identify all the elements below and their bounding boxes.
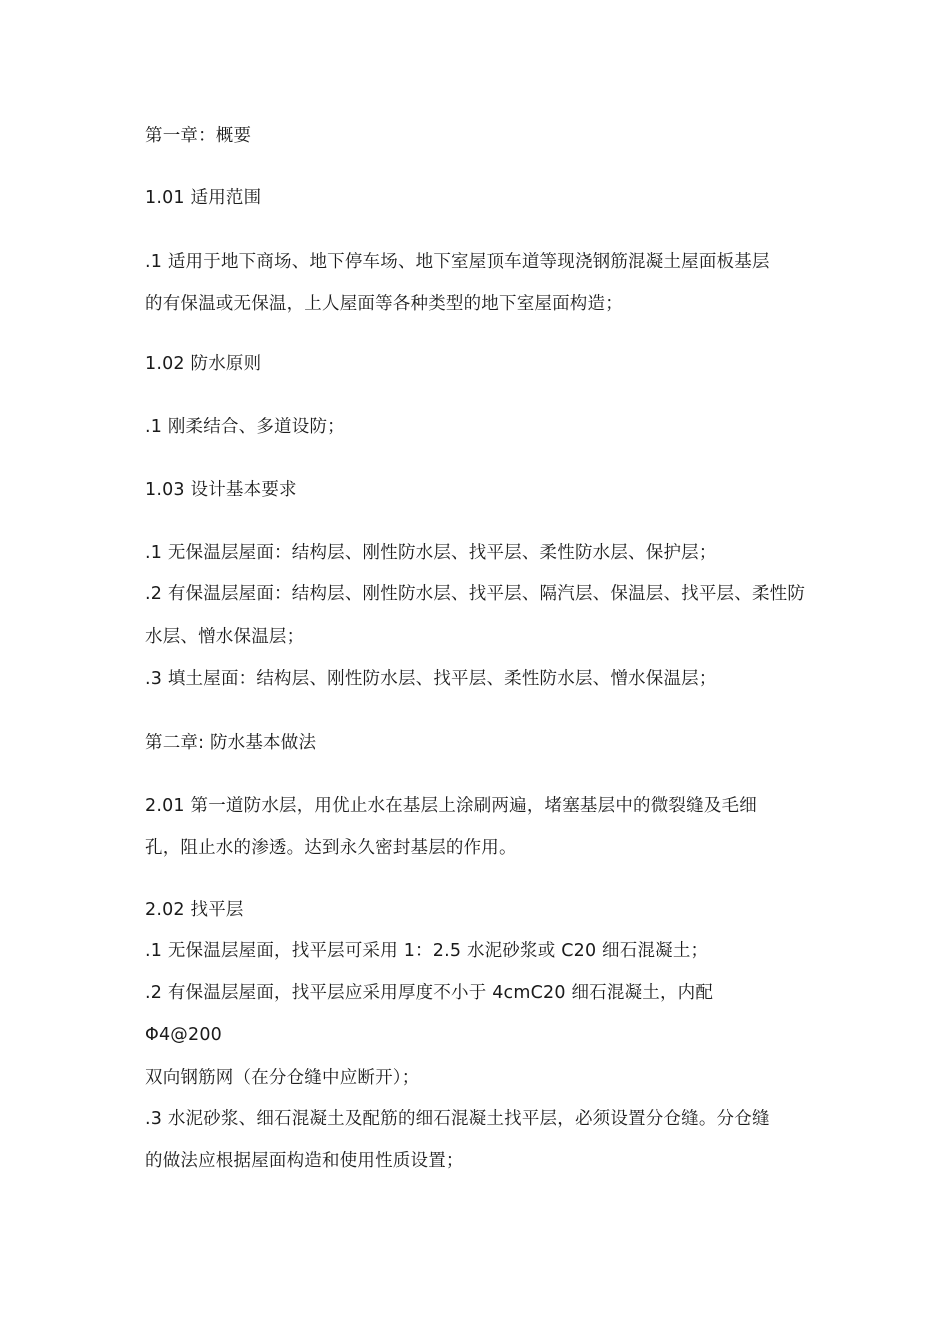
section-2-02-heading: 2.02 找平层 (145, 900, 244, 920)
chapter-2-title: 第二章: 防水基本做法 (145, 733, 317, 753)
section-1-02-item-1: .1 刚柔结合、多道设防； (145, 417, 345, 437)
section-2-01-line-2: 孔，阻止水的渗透。达到永久密封基层的作用。 (145, 838, 517, 858)
section-2-02-item-2-continuation: 双向钢筋网（在分仓缝中应断开）； (145, 1068, 420, 1088)
section-2-01-line-1: 2.01 第一道防水层，用优止水在基层上涂刷两遍，堵塞基层中的微裂缝及毛细 (145, 796, 757, 816)
section-2-02-item-3-line-1: .3 水泥砂浆、细石混凝土及配筋的细石混凝土找平层，必须设置分仓缝。分仓缝 (145, 1109, 770, 1129)
section-2-02-item-2-rebar: Φ4@200 (145, 1025, 223, 1045)
section-1-03-item-2-line-1: .2 有保温层屋面：结构层、刚性防水层、找平层、隔汽层、保温层、找平层、柔性防 (145, 584, 806, 604)
chapter-1-title: 第一章：概要 (145, 126, 252, 146)
section-1-03-heading: 1.03 设计基本要求 (145, 480, 297, 500)
section-2-02-item-2: .2 有保温层屋面，找平层应采用厚度不小于 4cmC20 细石混凝土，内配 (145, 983, 714, 1003)
section-2-02-item-3-line-2: 的做法应根据屋面构造和使用性质设置； (145, 1151, 464, 1171)
section-1-01-heading: 1.01 适用范围 (145, 188, 262, 208)
section-1-03-item-2-line-2: 水层、憎水保温层； (145, 627, 305, 647)
section-1-03-item-3: .3 填土屋面：结构层、刚性防水层、找平层、柔性防水层、憎水保温层； (145, 669, 717, 689)
section-1-03-item-1: .1 无保温层屋面：结构层、刚性防水层、找平层、柔性防水层、保护层； (145, 543, 717, 563)
section-1-01-item-1-line-2: 的有保温或无保温，上人屋面等各种类型的地下室屋面构造； (145, 294, 623, 314)
section-2-02-item-1: .1 无保温层屋面，找平层可采用 1：2.5 水泥砂浆或 C20 细石混凝土； (145, 941, 709, 961)
section-1-01-item-1-line-1: .1 适用于地下商场、地下停车场、地下室屋顶车道等现浇钢筋混凝土屋面板基层 (145, 252, 770, 272)
section-1-02-heading: 1.02 防水原则 (145, 354, 262, 374)
